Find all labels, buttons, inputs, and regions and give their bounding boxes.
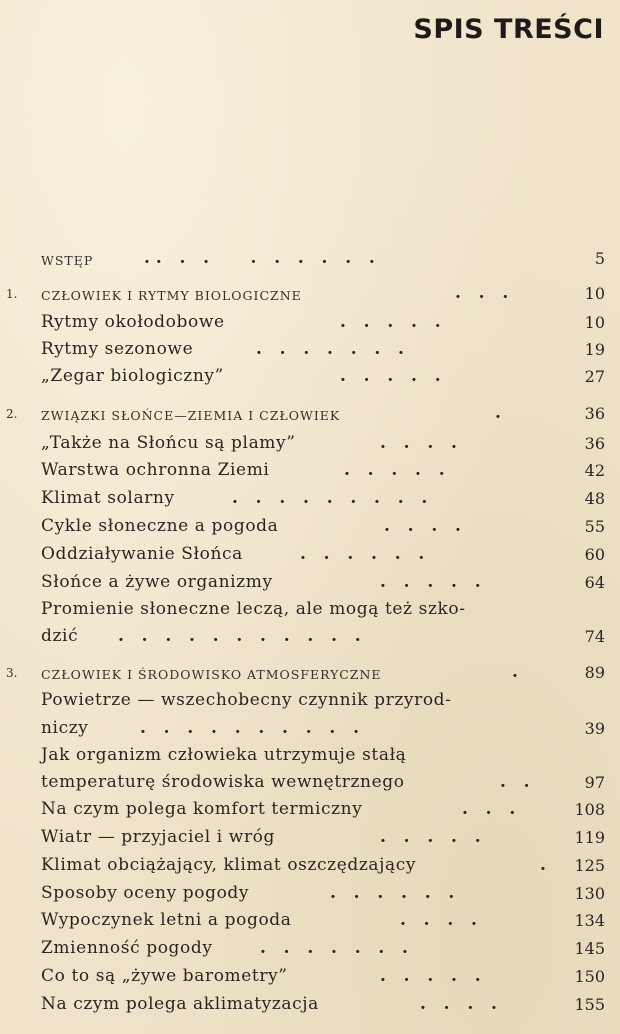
dot-leader: . . . (462, 799, 516, 819)
dot-leader: . . . . . . (300, 544, 425, 564)
section-title: Sposoby oceny pogody (41, 883, 250, 903)
page-number: 36 (584, 434, 605, 453)
page-number: 145 (574, 939, 605, 958)
dot-leader: . . . . . (340, 312, 441, 332)
dot-leader: . . . . . (344, 460, 445, 480)
page-number: 89 (584, 663, 605, 682)
toc-entry (0, 625, 620, 651)
dot-leader: . . . . . (340, 366, 441, 386)
dot-leader: . . (500, 772, 530, 792)
page-number: 74 (584, 627, 605, 646)
toc-entry (0, 487, 620, 513)
chapter-number: 3. (6, 666, 18, 680)
toc-entry (0, 432, 620, 458)
page-number: 19 (584, 340, 605, 359)
page-title: SPIS TREŚCI (413, 14, 604, 45)
toc-entry (0, 744, 620, 770)
dot-leader: . . . . . . . . . (232, 488, 428, 508)
toc-entry (0, 882, 620, 908)
page-number: 134 (574, 911, 605, 930)
page-number: 64 (584, 573, 605, 592)
page-number: 48 (584, 489, 605, 508)
dot-leader: . . . . . (380, 572, 481, 592)
section-title: Na czym polega aklimatyzacja (41, 994, 319, 1014)
dot-leader: . . . . (380, 433, 457, 453)
section-title: Powietrze — wszechobecny czynnik przyrod- (41, 690, 452, 710)
toc-entry (0, 717, 620, 743)
chapter-title: ZWIĄZKI SŁOŃCE—ZIEMIA I CZŁOWIEK (41, 408, 341, 423)
page-number: 155 (574, 995, 605, 1014)
toc-entry (0, 661, 620, 687)
dot-leader: . . . . . . (330, 883, 455, 903)
dot-leader: . . . . . . . . . . (140, 718, 359, 738)
toc-entry (0, 854, 620, 880)
section-title: Cykle słoneczne a pogoda (41, 516, 279, 536)
dot-leader: . . . . (384, 516, 461, 536)
toc-entry (0, 571, 620, 597)
section-title: „Także na Słońcu są plamy” (41, 433, 296, 453)
toc-entry (0, 311, 620, 337)
chapter-title: CZŁOWIEK I ŚRODOWISKO ATMOSFERYCZNE (41, 667, 382, 682)
section-title: Wiatr — przyjaciel i wróg (41, 827, 275, 847)
page-number: 119 (574, 828, 605, 847)
chapter-title: CZŁOWIEK I RYTMY BIOLOGICZNE (41, 288, 302, 303)
section-title: Zmienność pogody (41, 938, 213, 958)
section-title: temperaturę środowiska wewnętrznego (41, 772, 405, 792)
section-title: Jak organizm człowieka utrzymuje stałą (41, 745, 407, 765)
section-title: Klimat solarny (41, 488, 175, 508)
toc-entry (0, 993, 620, 1019)
section-title: Na czym polega komfort termiczny (41, 799, 363, 819)
page-number: 36 (584, 404, 605, 423)
section-title: Co to są „żywe barometry” (41, 966, 288, 986)
dot-leader: . (495, 403, 501, 423)
section-title: Klimat obciążający, klimat oszczędzający (41, 855, 417, 875)
dot-leader: . . . . . . . . . . (144, 248, 375, 268)
section-title: Oddziaływanie Słońca (41, 544, 243, 564)
page-number: 130 (574, 884, 605, 903)
dot-leader: . . . . (400, 910, 477, 930)
page-number: 42 (584, 461, 605, 480)
page-number: 150 (574, 967, 605, 986)
page-number: 39 (584, 719, 605, 738)
toc-entry (0, 282, 620, 308)
toc-entry (0, 798, 620, 824)
page-number: 60 (584, 545, 605, 564)
dot-leader: . . . . . . . (260, 938, 408, 958)
toc-entry (0, 338, 620, 364)
section-title: niczy (41, 718, 89, 738)
page-number: 97 (584, 773, 605, 792)
section-title: Rytmy okołodobowe (41, 312, 225, 332)
toc-entry (0, 909, 620, 935)
dot-leader: . . . . . . . (256, 339, 404, 359)
page-number: 5 (594, 249, 605, 268)
page-number: 27 (584, 367, 605, 386)
dot-leader: . . . . . . . . . . . (118, 626, 361, 646)
dot-leader: . . . . . (380, 827, 481, 847)
dot-leader: . . . . (420, 994, 497, 1014)
chapter-number: 1. (6, 287, 18, 301)
toc-entry (0, 247, 620, 273)
page-number: 10 (584, 284, 605, 303)
dot-leader: . . . . . (380, 966, 481, 986)
toc-entry (0, 771, 620, 797)
page-number: 55 (584, 517, 605, 536)
toc-entry (0, 937, 620, 963)
section-title: Słońce a żywe organizmy (41, 572, 273, 592)
section-title: Warstwa ochronna Ziemi (41, 460, 270, 480)
toc-entry (0, 365, 620, 391)
chapter-number: 2. (6, 407, 18, 421)
toc-entry (0, 965, 620, 991)
section-title: „Zegar biologiczny” (41, 366, 224, 386)
dot-leader: . (540, 855, 546, 875)
section-title: Wypoczynek letni a pogoda (41, 910, 292, 930)
toc-entry (0, 543, 620, 569)
page-number: 125 (574, 856, 605, 875)
section-title: Rytmy sezonowe (41, 339, 194, 359)
toc-entry (0, 689, 620, 715)
toc-entry (0, 598, 620, 624)
page-number: 10 (584, 313, 605, 332)
toc-entry (0, 402, 620, 428)
dot-leader: . . . (455, 283, 509, 303)
chapter-title: WSTĘP (41, 253, 94, 268)
section-title: dzić (41, 626, 79, 646)
toc-entry (0, 515, 620, 541)
toc-entry (0, 459, 620, 485)
toc-entry (0, 826, 620, 852)
section-title: Promienie słoneczne leczą, ale mogą też szko- (41, 599, 466, 619)
dot-leader: . (512, 662, 518, 682)
page-number: 108 (574, 800, 605, 819)
